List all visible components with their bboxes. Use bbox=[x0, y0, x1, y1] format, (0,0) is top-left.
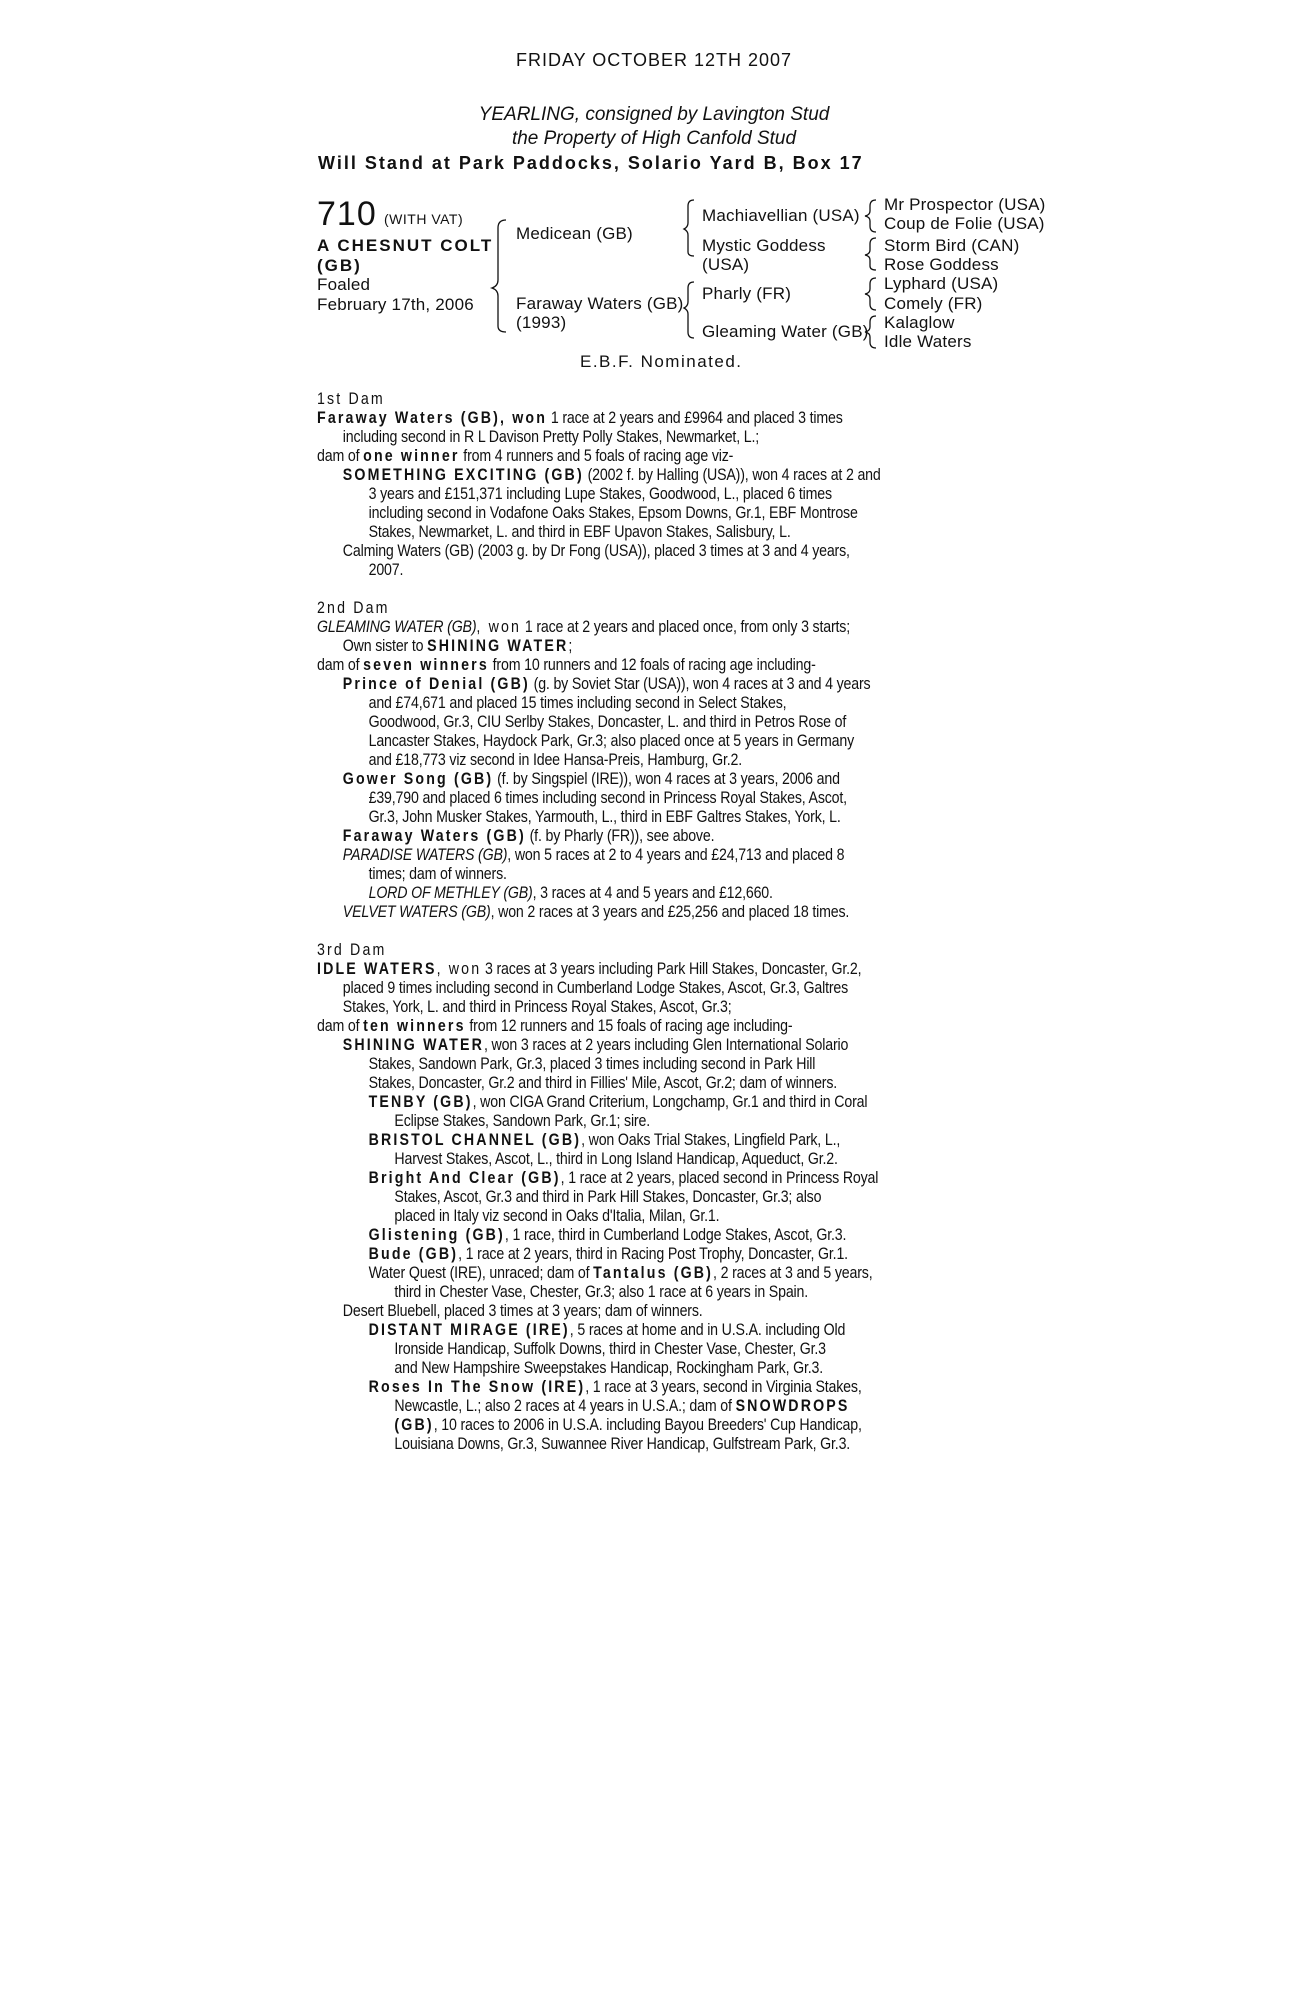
second-dam-line: times; dam of winners. bbox=[368, 865, 507, 883]
second-dam-line bbox=[317, 618, 850, 637]
first-dam-line: 2007. bbox=[368, 561, 404, 579]
first-dam-text: from 4 runners and 5 foals of racing age viz- bbox=[459, 447, 734, 465]
sibling-name: SHINING WATER bbox=[427, 637, 569, 655]
lot-origin: (GB) bbox=[317, 256, 362, 275]
second-dam-name: GLEAMING WATER (GB) bbox=[317, 618, 477, 636]
first-dam-name: Faraway Waters (GB), won bbox=[317, 409, 548, 427]
dam-sire-sire: Lyphard (USA) bbox=[884, 274, 999, 293]
second-dam-line bbox=[343, 846, 845, 865]
first-dam-line bbox=[317, 409, 843, 428]
third-dam-line: Stakes, Doncaster, Gr.2 and third in Fillies' Mile, Ascot, Gr.2; dam of winners. bbox=[368, 1074, 838, 1092]
third-dam-text: , 10 races to 2006 in U.S.A. including Bayou Breeders' Cup Handicap, bbox=[433, 1416, 862, 1434]
first-dam-line bbox=[343, 466, 881, 485]
third-dam-text: , 2 races at 3 and 5 years, bbox=[713, 1264, 873, 1282]
first-dam-line: including second in Vodafone Oaks Stakes, Epsom Downs, Gr.1, EBF Montrose bbox=[368, 504, 858, 522]
second-dam-line: and £74,671 and placed 15 times including second in Select Stakes, bbox=[368, 694, 787, 712]
third-dam-line bbox=[343, 1036, 848, 1055]
progeny-name: TENBY (GB) bbox=[368, 1093, 473, 1111]
dam-dam-sire: Kalaglow bbox=[884, 313, 955, 332]
third-dam-line: and New Hampshire Sweepstakes Handicap, Rockingham Park, Gr.3. bbox=[394, 1359, 824, 1377]
dam: Faraway Waters (GB) bbox=[516, 294, 684, 313]
second-dam-text: (f. by Pharly (FR)), see above. bbox=[525, 827, 715, 845]
property-line: the Property of High Canfold Stud bbox=[511, 128, 797, 149]
sire-sire-sire: Mr Prospector (USA) bbox=[884, 195, 1046, 214]
first-dam-winners: one winner bbox=[363, 447, 460, 465]
lot-vat: (WITH VAT) bbox=[384, 211, 464, 227]
second-dam-line: and £18,773 viz second in Idee Hansa-Preis, Hamburg, Gr.2. bbox=[368, 751, 742, 769]
second-dam-line bbox=[369, 884, 773, 903]
third-dam-line bbox=[317, 1017, 792, 1036]
progeny-name: SNOWDROPS bbox=[735, 1397, 850, 1415]
third-dam-text: , 5 races at home and in U.S.A. including Old bbox=[569, 1321, 846, 1339]
second-dam-heading: 2nd Dam bbox=[317, 599, 390, 617]
progeny-origin: (GB) bbox=[394, 1416, 434, 1434]
third-dam-line bbox=[317, 960, 861, 979]
third-dam-text: dam of bbox=[317, 1017, 364, 1035]
second-dam-text: , won 2 races at 3 years and £25,256 and placed 18 times. bbox=[490, 903, 850, 921]
dam-dam-dam: Idle Waters bbox=[884, 332, 972, 351]
second-dam-winners: seven winners bbox=[363, 656, 489, 674]
third-dam-line bbox=[369, 1093, 868, 1112]
second-dam-line: Gr.3, John Musker Stakes, Yarmouth, L., third in EBF Galtres Stakes, York, L. bbox=[368, 808, 841, 826]
third-dam-line: Stakes, Sandown Park, Gr.3, placed 3 times including second in Park Hill bbox=[368, 1055, 816, 1073]
progeny-name: LORD OF METHLEY (GB) bbox=[368, 884, 533, 902]
second-dam-text: Own sister to bbox=[342, 637, 428, 655]
progeny-name: Glistening (GB) bbox=[368, 1226, 505, 1244]
third-dam-name: IDLE WATERS bbox=[317, 960, 437, 978]
progeny-name: DISTANT MIRAGE (IRE) bbox=[368, 1321, 570, 1339]
third-dam-text: , won CIGA Grand Criterium, Longchamp, Gr.1 and third in Coral bbox=[472, 1093, 868, 1111]
third-dam-text: , 1 race at 2 years, third in Racing Post Trophy, Doncaster, Gr.1. bbox=[458, 1245, 848, 1263]
third-dam-line bbox=[369, 1378, 862, 1397]
third-dam-line bbox=[369, 1226, 847, 1245]
progeny-name: SHINING WATER bbox=[342, 1036, 485, 1054]
dam-dam: Gleaming Water (GB) bbox=[702, 322, 869, 341]
third-dam-text: , won Oaks Trial Stakes, Lingfield Park, L., bbox=[581, 1131, 841, 1149]
second-dam-line: Goodwood, Gr.3, CIU Serlby Stakes, Doncaster, L. and third in Petros Rose of bbox=[368, 713, 847, 731]
progeny-name: Bright And Clear (GB) bbox=[368, 1169, 561, 1187]
dam-sire: Pharly (FR) bbox=[702, 284, 792, 303]
second-dam-text: from 10 runners and 12 foals of racing age including- bbox=[488, 656, 816, 674]
third-dam-text: , 1 race at 2 years, placed second in Princess Royal bbox=[560, 1169, 879, 1187]
third-dam-line: Ironside Handicap, Suffolk Downs, third in Chester Vase, Chester, Gr.3 bbox=[394, 1340, 826, 1358]
first-dam-line: including second in R L Davison Pretty Polly Stakes, Newmarket, L.; bbox=[342, 428, 760, 446]
progeny-name: Tantalus (GB) bbox=[593, 1264, 714, 1282]
first-dam-line: Stakes, Newmarket, L. and third in EBF Upavon Stakes, Salisbury, L. bbox=[368, 523, 791, 541]
second-dam-text: , 3 races at 4 and 5 years and £12,660. bbox=[532, 884, 773, 902]
third-dam-line bbox=[369, 1264, 873, 1283]
third-dam-line: Louisiana Downs, Gr.3, Suwannee River Handicap, Gulfstream Park, Gr.3. bbox=[394, 1435, 851, 1453]
second-dam-text: (g. by Soviet Star (USA)), won 4 races at 3 and 4 years bbox=[529, 675, 871, 693]
second-dam-line bbox=[343, 770, 840, 789]
second-dam-line bbox=[317, 656, 816, 675]
second-dam-line: £39,790 and placed 6 times including second in Princess Royal Stakes, Ascot, bbox=[368, 789, 847, 807]
third-dam-line: third in Chester Vase, Chester, Gr.3; also 1 race at 6 years in Spain. bbox=[394, 1283, 809, 1301]
sire-dam-origin: (USA) bbox=[702, 255, 750, 274]
progeny-name: Faraway Waters (GB) bbox=[342, 827, 526, 845]
third-dam-text: , 1 race, third in Cumberland Lodge Stakes, Ascot, Gr.3. bbox=[504, 1226, 847, 1244]
third-dam-text: Newcastle, L.; also 2 races at 4 years in U.S.A.; dam of bbox=[394, 1397, 736, 1415]
progeny-name: SOMETHING EXCITING (GB) bbox=[342, 466, 584, 484]
progeny-name: VELVET WATERS (GB) bbox=[342, 903, 491, 921]
sire: Medicean (GB) bbox=[516, 224, 633, 243]
third-dam-line bbox=[394, 1416, 861, 1435]
sire-sire-dam: Coup de Folie (USA) bbox=[884, 214, 1045, 233]
third-dam-line: placed in Italy viz second in Oaks d'Italia, Milan, Gr.1. bbox=[394, 1207, 720, 1225]
progeny-name: Gower Song (GB) bbox=[342, 770, 494, 788]
third-dam-heading: 3rd Dam bbox=[317, 941, 387, 959]
progeny-name: Prince of Denial (GB) bbox=[342, 675, 530, 693]
progeny-name: Bude (GB) bbox=[368, 1245, 459, 1263]
progeny-name: Roses In The Snow (IRE) bbox=[368, 1378, 586, 1396]
third-dam-text: , 1 race at 3 years, second in Virginia Stakes, bbox=[585, 1378, 862, 1396]
second-dam-line: Lancaster Stakes, Haydock Park, Gr.3; also placed once at 5 years in Germany bbox=[368, 732, 855, 750]
ebf-nomination: E.B.F. Nominated. bbox=[580, 352, 743, 371]
sire-dam: Mystic Goddess bbox=[702, 236, 826, 255]
progeny-name: PARADISE WATERS (GB) bbox=[342, 846, 508, 864]
second-dam-line bbox=[343, 903, 849, 922]
dam-year: (1993) bbox=[516, 313, 567, 332]
third-dam-text: from 12 runners and 15 foals of racing age including- bbox=[465, 1017, 793, 1035]
second-dam-text: , won 5 races at 2 to 4 years and £24,713 and placed 8 bbox=[507, 846, 845, 864]
first-dam-text: dam of bbox=[317, 447, 364, 465]
third-dam-line: Desert Bluebell, placed 3 times at 3 years; dam of winners. bbox=[342, 1302, 703, 1320]
third-dam-line bbox=[369, 1321, 846, 1340]
third-dam-text: Water Quest (IRE), unraced; dam of bbox=[368, 1264, 594, 1282]
consignor-line: YEARLING, consigned by Lavington Stud bbox=[478, 104, 830, 125]
foaled-date: February 17th, 2006 bbox=[317, 295, 474, 314]
second-dam-text: 1 race at 2 years and placed once, from only 3 starts; bbox=[521, 618, 850, 636]
first-dam-line: Calming Waters (GB) (2003 g. by Dr Fong (USA)), placed 3 times at 3 and 4 years, bbox=[342, 542, 850, 560]
first-dam-heading: 1st Dam bbox=[317, 390, 385, 408]
third-dam-line: Stakes, Ascot, Gr.3 and third in Park Hill Stakes, Doncaster, Gr.3; also bbox=[394, 1188, 822, 1206]
sire-dam-dam: Rose Goddess bbox=[884, 255, 999, 274]
sire-sire: Machiavellian (USA) bbox=[702, 206, 860, 225]
second-dam-line bbox=[343, 675, 871, 694]
sale-date: FRIDAY OCTOBER 12TH 2007 bbox=[515, 50, 793, 70]
second-dam-text: (f. by Singspiel (IRE)), won 4 races at 3 years, 2006 and bbox=[493, 770, 840, 788]
first-dam-text: 1 race at 2 years and £9964 and placed 3 times bbox=[547, 409, 843, 427]
third-dam-line bbox=[369, 1245, 848, 1264]
third-dam-line bbox=[369, 1169, 879, 1188]
third-dam-line: Stakes, York, L. and third in Princess Royal Stakes, Ascot, Gr.3; bbox=[342, 998, 732, 1016]
first-dam-line: 3 years and £151,371 including Lupe Stakes, Goodwood, L., placed 6 times bbox=[368, 485, 832, 503]
third-dam-line: placed 9 times including second in Cumberland Lodge Stakes, Ascot, Gr.3, Galtres bbox=[342, 979, 849, 997]
second-dam-text: , won bbox=[476, 618, 522, 636]
third-dam-text: , won 3 races at 2 years including Glen International Solario bbox=[484, 1036, 849, 1054]
stand-location: Will Stand at Park Paddocks, Solario Yard B, Box 17 bbox=[318, 153, 864, 173]
first-dam-text: (2002 f. by Halling (USA)), won 4 races at 2 and bbox=[583, 466, 881, 484]
third-dam-line: Eclipse Stakes, Sandown Park, Gr.1; sire. bbox=[394, 1112, 650, 1130]
third-dam-text: 3 races at 3 years including Park Hill Stakes, Doncaster, Gr.2, bbox=[481, 960, 862, 978]
lot-number: 710 bbox=[317, 195, 377, 233]
second-dam-line bbox=[343, 827, 715, 846]
foaled-label: Foaled bbox=[317, 275, 371, 294]
third-dam-line bbox=[369, 1131, 841, 1150]
second-dam-line bbox=[343, 637, 572, 656]
second-dam-text: ; bbox=[568, 637, 573, 655]
third-dam-text: , won bbox=[436, 960, 482, 978]
progeny-name: BRISTOL CHANNEL (GB) bbox=[368, 1131, 582, 1149]
lot-description: A CHESNUT COLT bbox=[317, 236, 494, 255]
first-dam-line bbox=[317, 447, 733, 466]
sire-dam-sire: Storm Bird (CAN) bbox=[884, 236, 1020, 255]
third-dam-line: Harvest Stakes, Ascot, L., third in Long Island Handicap, Aqueduct, Gr.2. bbox=[394, 1150, 838, 1168]
third-dam-winners: ten winners bbox=[363, 1017, 466, 1035]
dam-sire-dam: Comely (FR) bbox=[884, 294, 983, 313]
third-dam-line bbox=[394, 1397, 849, 1416]
second-dam-text: dam of bbox=[317, 656, 364, 674]
